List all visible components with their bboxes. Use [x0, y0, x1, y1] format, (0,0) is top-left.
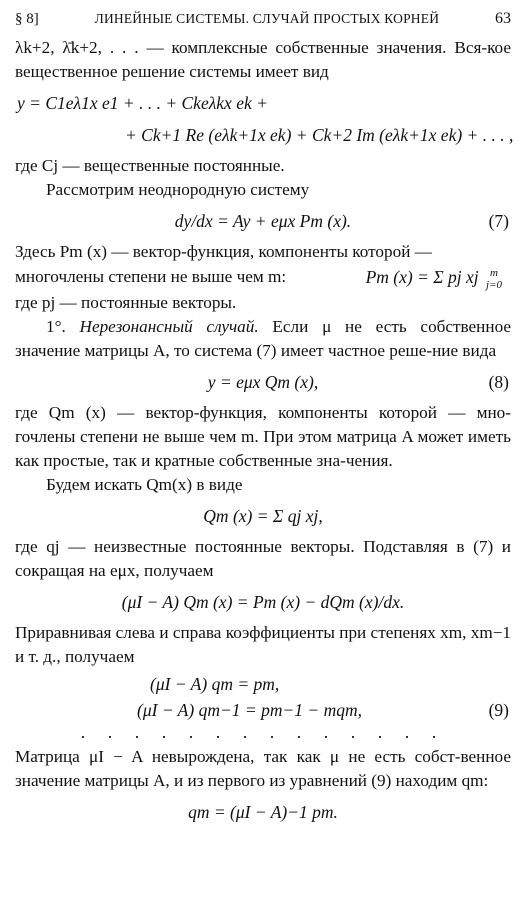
paragraph-seek: Будем искать Qm(x) в виде	[46, 474, 243, 494]
equation-8-body: y = eμx Qm (x),	[207, 371, 319, 392]
paragraph-substitute: где qj — неизвестные постоянные векторы. Подставляя в (7) и сокращая на eμx, получаем	[15, 536, 511, 580]
formula-qm-sum: Qm (x) = Σ qj xj,	[203, 505, 323, 526]
paragraph-nondegenerate: Матрица μI − A невырождена, так как μ не есть собст-венное значение матрицы A, и из первого из уравнений (9) находим qm:	[15, 746, 511, 790]
case-number: 1°.	[46, 316, 66, 336]
section-marker: § 8]	[15, 11, 39, 27]
paragraph-consider: Рассмотрим неоднородную систему	[46, 180, 310, 199]
formula-substituted: (μI − A) Qm (x) = Pm (x) − dQm (x)/dx.	[121, 591, 405, 612]
paragraph-eigenvalues: λk+2, λ̄k+2, . . . — комплексные собственные значения. Вся-кое вещественное решение системы имеет вид	[15, 38, 511, 81]
sum-limits	[486, 267, 502, 291]
case-text: Если μ не есть собственное значение матрицы A, то система (7) имеет частное реше-ние вида	[15, 316, 512, 360]
equation-8-number: (8)	[488, 371, 509, 392]
paragraph-constant-vectors: где pj — постоянные векторы.	[15, 292, 237, 312]
sum-lower-limit: j=0	[486, 278, 502, 291]
equation-7	[15, 208, 511, 234]
formula-pm	[366, 264, 505, 291]
page-number: 63	[495, 10, 511, 27]
running-header	[15, 10, 511, 28]
row-polynomial-definition	[15, 264, 511, 291]
chapter-title: ЛИНЕЙНЫЕ СИСТЕМЫ. СЛУЧАЙ ПРОСТЫХ КОРНЕЙ	[94, 11, 440, 26]
formula-qm-solution: qm = (μI − A)−1 pm.	[188, 801, 338, 822]
system-9-line1: (μI − A) qm = pm,	[150, 673, 280, 694]
equation-9-number: (9)	[488, 699, 509, 720]
paragraph-vector-function-b: многочлены степени не выше чем m:	[15, 267, 287, 287]
sum-upper-limit: m	[490, 266, 498, 279]
paragraph-constants: где Cj — вещественные постоянные.	[15, 156, 285, 175]
paragraph-qm: где Qm (x) — вектор-функция, компоненты которой — мно-гочлены степени не выше чем m. При этом матрица A может иметь как простые, так и кратные собственные зна-чения.	[15, 402, 511, 470]
paragraph-vector-function-a: Здесь Pm (x) — вектор-функция, компоненты которой —	[15, 242, 432, 261]
formula-pm-body: Pm (x) = Σ pj xj	[365, 267, 479, 287]
continuation-dots: . . . . . . . . . . . . . .	[80, 721, 446, 742]
equation-7-body: dy/dx = Ay + eμx Pm (x).	[174, 211, 352, 231]
case-title: Нерезонансный случай.	[79, 316, 259, 336]
paragraph-equate: Приравнивая слева и справа коэффициенты при степенях xm, xm−1 и т. д., получаем	[15, 622, 511, 666]
system-9-line2: (μI − A) qm−1 = pm−1 − mqm,	[137, 699, 362, 720]
formula-general-solution-line1: y = C1eλ1x e1 + . . . + Ckeλkx ek +	[17, 93, 268, 113]
paragraph-nonresonant	[15, 315, 511, 363]
formula-general-solution-line2: + Ck+1 Re (eλk+1x ek) + Ck+2 Im (eλk+1x ek) + . . . ,	[125, 125, 514, 145]
equation-7-number: (7)	[488, 211, 509, 231]
system-9	[15, 671, 511, 723]
equation-8	[15, 369, 511, 395]
